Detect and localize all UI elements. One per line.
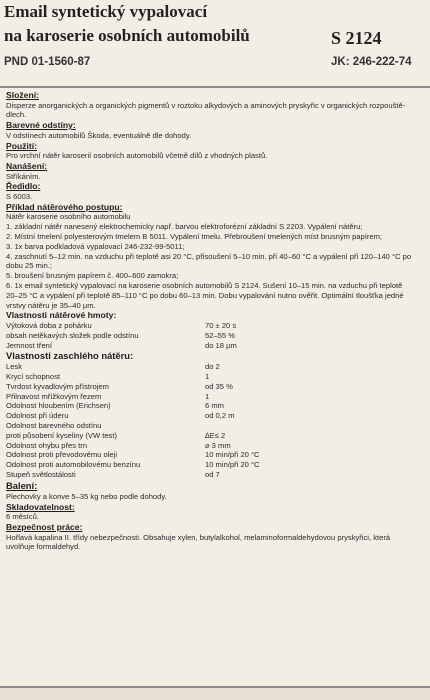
priklad-line: 3. 1x barva podkladová vypalovací 246-232-99-5011;: [6, 241, 185, 251]
property-name: Odolnost hloubením (Erichsen): [6, 401, 111, 411]
property-row: [6, 401, 422, 411]
redidlo-text: S 6003.: [6, 191, 33, 201]
property-name: obsah netěkavých složek podle odstínu: [6, 330, 139, 340]
property-row: [6, 411, 422, 421]
priklad-line: Nátěr karoserie osobního automobilu: [6, 212, 131, 222]
property-row: [6, 441, 422, 451]
property-value: 52–55 %: [205, 330, 235, 340]
nanaseni-text: Stříkáním.: [6, 171, 41, 181]
property-row: [6, 470, 422, 480]
slozeni-text-1: Disperze anorganických a organických pigmentů v roztoku alkydových a aminových pryskyřic v organických rozpouště-: [6, 100, 406, 110]
property-name: Odolnost proti převodovému oleji: [6, 450, 118, 460]
property-row: [6, 392, 422, 402]
property-name: Lesk: [6, 362, 23, 372]
priklad-line: 20–25 °C a vypálení při teplotě 85–110 °C po dobu 60–13 min. Dobu vypalování nutno ověřit. Optimální tloušťka jedné: [6, 290, 404, 300]
barevne-odstiny-text: V odstínech automobilů Škoda, eventuálně dle dohody.: [6, 130, 192, 140]
document-body: [6, 90, 422, 552]
property-value: ⌀ 3 mm: [205, 440, 231, 450]
bezpecnost-text-1: Hořlavá kapalina II. třídy nebezpečnosti. Obsahuje xylen, butylalkohol, melaminoformaldehydovou pryskyřici, která: [6, 532, 391, 542]
property-row: [6, 321, 422, 331]
property-row: [6, 421, 422, 431]
property-row: [6, 331, 422, 341]
property-value: 1: [205, 372, 210, 382]
priklad-line: dobu 25 min.;: [6, 261, 53, 271]
priklad-line: 4. zaschnutí 5–12 min. na vzduchu při teplotě asi 20 °C, přisoušení 5–10 min. při 40–60 °C a vypálení při 120–140 °C po: [6, 251, 412, 261]
section-heading-slozeni: Složení:: [6, 90, 39, 100]
property-name: Výtoková doba z pohárku: [6, 320, 92, 330]
priklad-line: 5. broušení brusným papírem č. 400–600 zamokra;: [6, 271, 179, 281]
property-row: [6, 382, 422, 392]
section-heading-vlastnosti-hmoty: Vlastnosti nátěrové hmoty:: [6, 310, 117, 321]
top-divider: [0, 86, 430, 88]
property-value: ∆E≤ 2: [205, 430, 226, 440]
property-value: 6 mm: [205, 401, 224, 411]
property-row: [6, 362, 422, 372]
property-name: Odolnost proti automobilovému benzínu: [6, 460, 141, 470]
property-value: do 2: [205, 362, 220, 372]
property-name: Odolnost ohybu přes trn: [6, 440, 88, 450]
property-value: 70 ± 20 s: [205, 320, 237, 330]
bottom-strip: [0, 688, 430, 700]
property-name: proti působení kyseliny (VW test): [6, 430, 117, 440]
pouziti-text: Pro vrchní nátěr karoserií osobních automobilů včetně dílů z vhodných plastů.: [6, 151, 268, 161]
priklad-line: vrstvy nátěru je 35–40 µm.: [6, 300, 96, 310]
section-heading-nanaseni: Nanášení:: [6, 160, 48, 171]
property-row: [6, 460, 422, 470]
section-heading-priklad: Příklad nátěrového postupu:: [6, 201, 123, 212]
title-line-2: na karoserie osobních automobilů: [4, 26, 250, 45]
priklad-line: 6. 1x email syntetický vypalovací na karoserie osobních automobilů S 2124. Sušení 10–15 min. na vzduchu při teplotě: [6, 280, 403, 290]
property-name: Tvrdost kyvadlovým přístrojem: [6, 381, 109, 391]
property-name: Jemnost tření: [6, 340, 53, 350]
baleni-text: Plechovky a konve 5–35 kg nebo podle dohody.: [6, 491, 167, 501]
property-value: od 0,2 m: [205, 411, 235, 421]
priklad-line: 2. Místní tmelení polyesterovým tmelem B 5011. Vypálení tmelu. Přebroušení tmelených míst brusným papírem;: [6, 231, 383, 241]
property-row: [6, 372, 422, 382]
section-heading-bezpecnost: Bezpečnost práce:: [6, 522, 83, 533]
priklad-line: 1. základní nátěr nanesený elektrochemicky např. barvou elektroforézní základní S 2203. Vypálení nátěru;: [6, 222, 363, 232]
property-value: [205, 421, 422, 431]
property-name: Odolnost při úderu: [6, 411, 69, 421]
property-value: od 7: [205, 470, 220, 480]
property-row: [6, 341, 422, 351]
property-value: 1: [205, 391, 210, 401]
property-value: 10 min/při 20 °C: [205, 450, 260, 460]
skladovatelnost-text: 6 měsíců.: [6, 512, 39, 522]
property-name: Krycí schopnost: [6, 372, 61, 382]
title-line-1: Email syntetický vypalovací: [4, 2, 208, 21]
section-heading-barevne-odstiny: Barevné odstíny:: [6, 120, 76, 131]
property-value: do 18 µm: [205, 340, 237, 350]
section-heading-vlastnosti-zaschleho: Vlastnosti zaschlého nátěru:: [6, 350, 134, 362]
property-name: Přilnavost mřížkovým řezem: [6, 391, 102, 401]
document-header: [4, 0, 428, 84]
property-name: Odolnost barevného odstínu: [6, 421, 102, 431]
section-heading-pouziti: Použití:: [6, 140, 38, 151]
bezpecnost-text-2: uvolňuje formaldehyd.: [6, 542, 81, 552]
property-row: [6, 450, 422, 460]
property-row: [6, 431, 422, 441]
section-heading-redidlo: Ředidlo:: [6, 181, 41, 192]
section-heading-baleni: Balení:: [6, 479, 38, 491]
pnd-number: PND 01-1560-87: [4, 56, 91, 68]
slozeni-text-2: dlech.: [6, 110, 27, 120]
property-name: Stupeň světlostálosti: [6, 470, 76, 480]
product-code: S 2124: [331, 28, 382, 48]
property-value: od 35 %: [205, 381, 233, 391]
property-value: 10 min/při 20 °C: [205, 460, 260, 470]
jk-number: JK: 246-222-74: [331, 56, 412, 68]
section-heading-skladovatelnost: Skladovatelnost:: [6, 501, 75, 512]
